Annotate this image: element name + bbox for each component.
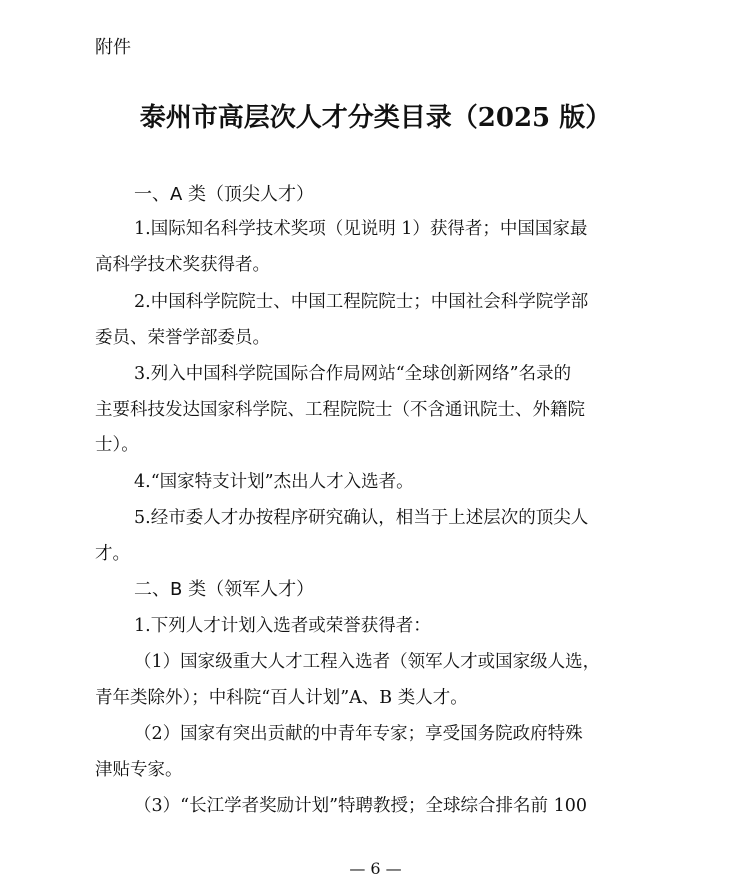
section-b-subitem-1-line-2: 青年类除外）；中科院“百人计划”A、B 类人才。 xyxy=(95,688,468,708)
section-b-heading: 二、B 类（领军人才） xyxy=(134,579,315,600)
section-a-item-3-line-3: 士）。 xyxy=(95,435,139,455)
section-a-item-1-line-2: 高科学技术奖获得者。 xyxy=(95,255,270,275)
section-a-item-4-line-1: 4.“国家特支计划”杰出人才入选者。 xyxy=(134,472,414,492)
section-a-item-3-line-2: 主要科技发达国家科学院、工程院院士（不含通讯院士、外籍院 xyxy=(95,400,585,420)
section-a-item-5-line-2: 才。 xyxy=(95,544,130,564)
section-b-subitem-1-line-1: （1）国家级重大人才工程入选者（领军人才或国家级人选， xyxy=(134,652,601,672)
page-title: 泰州市高层次人才分类目录（2025 版） xyxy=(139,103,612,133)
section-a-item-2-line-1: 2.中国科学院院士、中国工程院院士；中国社会科学院学部 xyxy=(134,292,589,312)
section-a-item-1-line-1: 1.国际知名科学技术奖项（见说明 1）获得者；中国国家最 xyxy=(134,219,588,239)
section-a-item-2-line-2: 委员、荣誉学部委员。 xyxy=(95,328,270,348)
section-b-subitem-2-line-1: （2）国家有突出贡献的中青年专家；享受国务院政府特殊 xyxy=(134,724,583,744)
section-a-item-3-line-1: 3.列入中国科学院国际合作局网站“全球创新网络”名录的 xyxy=(134,364,572,384)
section-a-heading: 一、A 类（顶尖人才） xyxy=(134,184,315,205)
attachment-label: 附件 xyxy=(95,37,131,58)
section-b-subitem-2-line-2: 津贴专家。 xyxy=(95,760,183,780)
section-b-item-1-line-1: 1.下列人才计划入选者或荣誉获得者： xyxy=(134,616,431,636)
page-number: — 6 — xyxy=(349,859,402,878)
section-a-item-5-line-1: 5.经市委人才办按程序研究确认，相当于上述层次的顶尖人 xyxy=(134,508,589,528)
section-b-subitem-3-line-1: （3）“长江学者奖励计划”特聘教授；全球综合排名前 100 xyxy=(134,796,587,816)
